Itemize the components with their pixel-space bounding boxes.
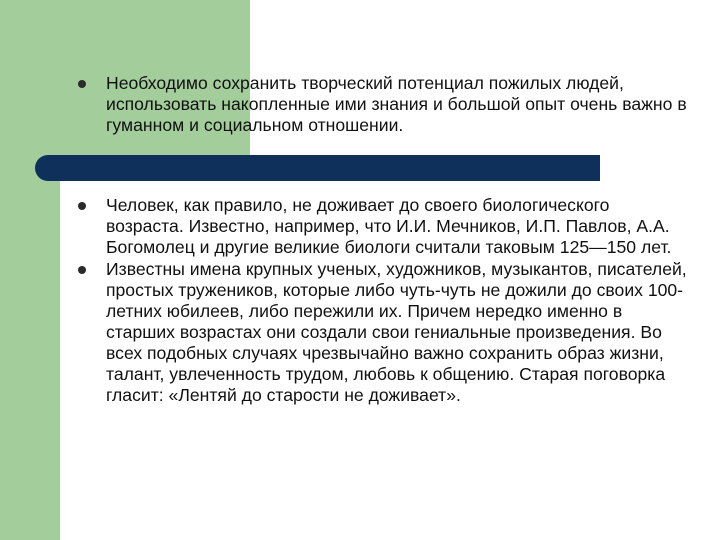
bullet-list-bottom [70,195,690,406]
bullet-dot-icon [78,80,86,88]
bullet-text: Известны имена крупных ученых, художников, музыкантов, писателей, простых тружеников, которые либо чуть-чуть не дожили до своих 100-летних юбилеев, либо пережили их. Причем нередко именно в старших возрастах они создали свои гениальные произведения. Во всех подобных случаях чрезвычайно важно сохранить образ жизни, талант, увлеченность трудом, любовь к общению. Старая поговорка гласит: «Лентяй до старости не доживает». [106,259,687,405]
bullet-dot-icon [78,266,86,274]
bullet-item [70,259,690,406]
bullet-item [70,195,690,258]
bullet-text: Необходимо сохранить творческий потенциал пожилых людей, использовать накопленные ими знания и большой опыт очень важно в гуманном и социальном отношении. [106,73,687,135]
bullet-list-top [70,73,690,136]
accent-strip [0,175,60,540]
bullet-dot-icon [78,202,86,210]
bullet-text: Человек, как правило, не доживает до своего биологического возраста. Известно, например, что И.И. Мечников, И.П. Павлов, А.А. Богомолец и другие великие биологи считали таковым 125—150 лет. [106,195,672,257]
divider-bar [35,155,600,181]
bullet-item [70,73,690,136]
